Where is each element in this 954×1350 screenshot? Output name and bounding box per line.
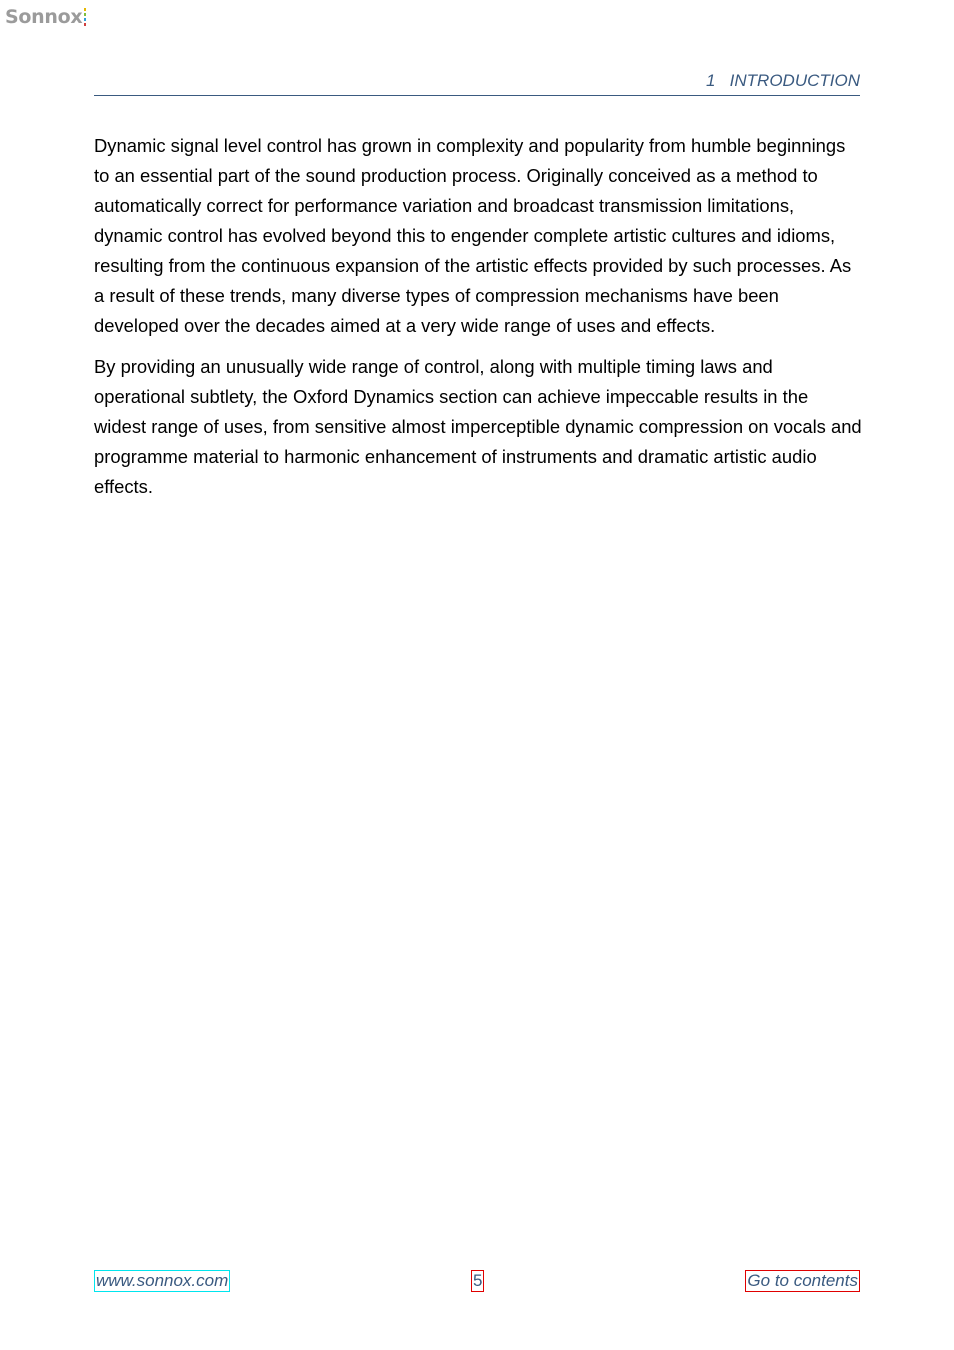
website-link[interactable]: www.sonnox.com bbox=[96, 1271, 229, 1290]
sonnox-logo bbox=[5, 5, 86, 29]
body-paragraph-2: By providing an unusually wide range of control, along with multiple timing laws and operational subtlety, the Oxford Dynamics section can achieve impeccable results in the widest range of uses, from sensitive almost imperceptible dynamic compression on vocals and programme material to harmonic enhancement of instruments and dramatic artistic audio effects. bbox=[94, 356, 862, 497]
body-paragraph-1: Dynamic signal level control has grown in complexity and popularity from humble beginnings to an essential part of the sound production process. Originally conceived as a method to automatically correct for performance variation and broadcast transmission limitations, dynamic control has evolved beyond this to engender complete artistic cultures and idioms, resulting from the continuous expansion of the artistic effects provided by such processes. As a result of these trends, many diverse types of compression mechanisms have been developed over the decades aimed at a very wide range of uses and effects. bbox=[94, 135, 852, 336]
page-footer bbox=[94, 1270, 860, 1292]
logo-dots-icon bbox=[84, 7, 86, 27]
page-header bbox=[94, 70, 860, 96]
logo-text: Sonnox bbox=[5, 6, 83, 28]
page-number-link[interactable]: 5 bbox=[473, 1271, 483, 1290]
section-title: 1 INTRODUCTION bbox=[706, 71, 860, 90]
page-body bbox=[94, 131, 864, 513]
go-to-contents-link[interactable]: Go to contents bbox=[747, 1271, 858, 1290]
